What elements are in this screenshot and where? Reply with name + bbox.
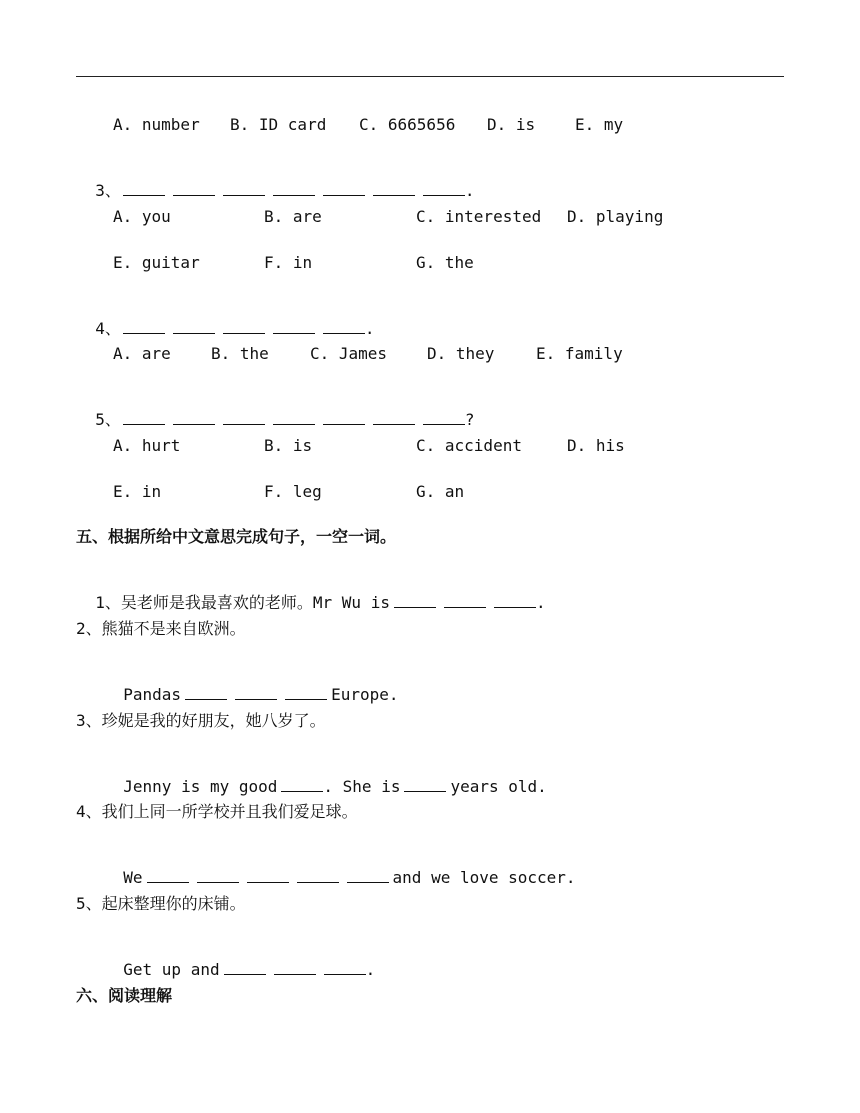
q4-option-d: D. they (427, 344, 495, 363)
blank[interactable] (444, 593, 486, 608)
s5-q1-line (76, 573, 546, 613)
q4-option-b: B. the (211, 344, 269, 363)
blank[interactable] (247, 868, 289, 883)
blank[interactable] (173, 181, 215, 196)
q4-number: 4、 (95, 319, 121, 338)
blank[interactable] (274, 960, 316, 975)
blank[interactable] (147, 868, 189, 883)
q3-option-e: E. guitar (113, 253, 200, 272)
q3-option-c: C. interested (416, 207, 542, 226)
s5-q1-end: . (535, 593, 546, 612)
blank[interactable] (123, 319, 165, 334)
blank[interactable] (235, 685, 277, 700)
blank[interactable] (223, 181, 265, 196)
s5-q3-english (104, 757, 547, 797)
q3-option-a: A. you (113, 207, 171, 226)
q4-option-e: E. family (536, 344, 623, 363)
blank[interactable] (373, 410, 415, 425)
q4-line (76, 299, 375, 339)
blank[interactable] (223, 410, 265, 425)
s5-q4-end: and we love soccer. (392, 868, 576, 887)
q5-option-b: B. is (264, 436, 313, 455)
blank[interactable] (273, 319, 315, 334)
s5-q5-end: . (365, 960, 376, 979)
blank[interactable] (173, 410, 215, 425)
q5-line (76, 390, 475, 430)
s5-q5-prefix: Get up and (123, 960, 220, 979)
s5-q3-chinese: 3、珍妮是我的好朋友，她八岁了。 (76, 711, 326, 730)
s5-q4-chinese: 4、我们上同一所学校并且我们爱足球。 (76, 802, 358, 821)
q3-option-b: B. are (264, 207, 322, 226)
q4-option-a: A. are (113, 344, 171, 363)
blank[interactable] (273, 181, 315, 196)
blank[interactable] (285, 685, 327, 700)
blank[interactable] (224, 960, 266, 975)
s5-q3-prefix: Jenny is my good (123, 777, 278, 796)
blank[interactable] (281, 777, 323, 792)
section5-title: 五、根据所给中文意思完成句子，一空一词。 (76, 527, 397, 546)
q3-number: 3、 (95, 181, 121, 200)
q5-option-e: E. in (113, 482, 162, 501)
blank[interactable] (173, 319, 215, 334)
section6-title: 六、阅读理解 (76, 986, 173, 1005)
blank[interactable] (394, 593, 436, 608)
q2-option-e: E. my (575, 115, 624, 134)
blank[interactable] (494, 593, 536, 608)
blank[interactable] (123, 410, 165, 425)
q3-line (76, 161, 475, 201)
q5-option-g: G. an (416, 482, 465, 501)
q2-option-c: C. 6665656 (359, 115, 456, 134)
blank[interactable] (323, 319, 365, 334)
s5-q5-english (104, 940, 375, 980)
s5-q3-mid: . She is (323, 777, 401, 796)
q5-option-f: F. leg (264, 482, 322, 501)
q3-end: . (464, 181, 475, 200)
q5-number: 5、 (95, 410, 121, 429)
q2-option-d: D. is (487, 115, 536, 134)
q3-option-g: G. the (416, 253, 474, 272)
s5-q2-english (104, 665, 399, 705)
s5-q3-end: years old. (450, 777, 547, 796)
s5-q4-english (104, 848, 576, 888)
s5-q5-chinese: 5、起床整理你的床铺。 (76, 894, 246, 913)
blank[interactable] (324, 960, 366, 975)
s5-q4-prefix: We (123, 868, 143, 887)
blank[interactable] (197, 868, 239, 883)
header-rule (76, 76, 784, 77)
q2-option-a: A. number (113, 115, 200, 134)
blank[interactable] (223, 319, 265, 334)
q5-end: ? (464, 410, 475, 429)
q4-end: . (364, 319, 375, 338)
q3-option-d: D. playing (567, 207, 664, 226)
q5-option-a: A. hurt (113, 436, 181, 455)
blank[interactable] (423, 410, 465, 425)
blank[interactable] (373, 181, 415, 196)
s5-q2-end: Europe. (331, 685, 399, 704)
blank[interactable] (123, 181, 165, 196)
blank[interactable] (423, 181, 465, 196)
blank[interactable] (347, 868, 389, 883)
s5-q2-prefix: Pandas (123, 685, 182, 704)
s5-q1-prefix: 1、吴老师是我最喜欢的老师。Mr Wu is (95, 593, 390, 612)
q3-option-f: F. in (264, 253, 313, 272)
q5-option-d: D. his (567, 436, 625, 455)
q4-option-c: C. James (310, 344, 388, 363)
blank[interactable] (323, 181, 365, 196)
blank[interactable] (185, 685, 227, 700)
blank[interactable] (273, 410, 315, 425)
blank[interactable] (297, 868, 339, 883)
q5-option-c: C. accident (416, 436, 522, 455)
s5-q2-chinese: 2、熊猫不是来自欧洲。 (76, 619, 246, 638)
blank[interactable] (323, 410, 365, 425)
blank[interactable] (404, 777, 446, 792)
q2-option-b: B. ID card (230, 115, 327, 134)
